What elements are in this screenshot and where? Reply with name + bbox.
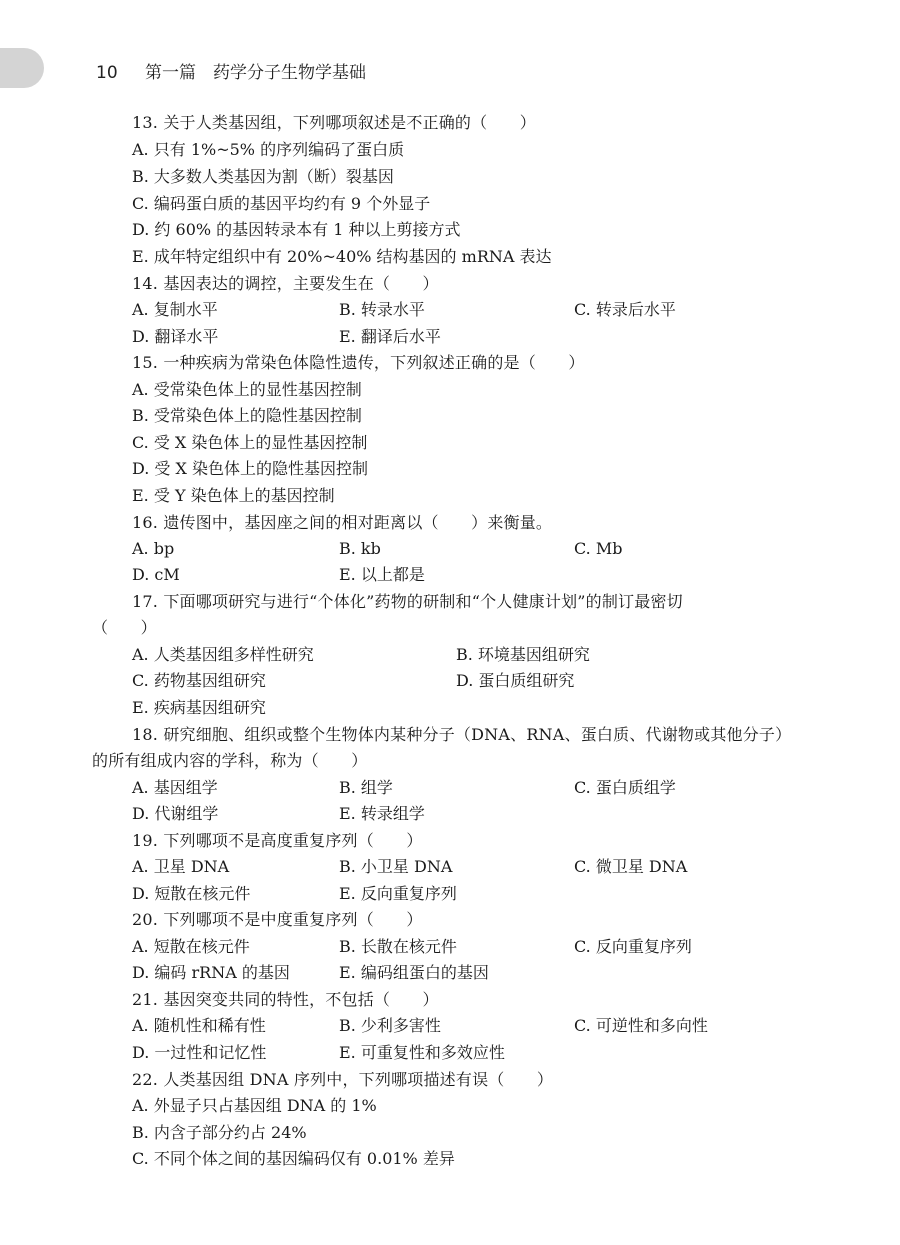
q20-option-a: A. 短散在核元件: [132, 937, 250, 956]
q18-option-d: D. 代谢组学: [132, 804, 219, 823]
q19-option-e: E. 反向重复序列: [339, 884, 457, 903]
running-header: [96, 58, 366, 83]
q16-option-e: E. 以上都是: [339, 565, 425, 584]
question-19-stem: 19. 下列哪项不是高度重复序列（ ）: [132, 831, 423, 850]
q15-option-d: D. 受 X 染色体上的隐性基因控制: [132, 459, 368, 478]
q21-option-e: E. 可重复性和多效应性: [339, 1043, 505, 1062]
q20-option-c: C. 反向重复序列: [574, 937, 692, 956]
q21-option-b: B. 少利多害性: [339, 1016, 441, 1035]
question-15-stem: 15. 一种疾病为常染色体隐性遗传，下列叙述正确的是（ ）: [132, 353, 585, 372]
q22-option-c: C. 不同个体之间的基因编码仅有 0.01% 差异: [132, 1149, 455, 1168]
q13-option-a: A. 只有 1%~5% 的序列编码了蛋白质: [132, 140, 405, 159]
q18-option-c: C. 蛋白质组学: [574, 778, 676, 797]
q15-option-c: C. 受 X 染色体上的显性基因控制: [132, 433, 368, 452]
q13-option-d: D. 约 60% 的基因转录本有 1 种以上剪接方式: [132, 220, 461, 239]
q22-option-a: A. 外显子只占基因组 DNA 的 1%: [132, 1096, 377, 1115]
q15-option-a: A. 受常染色体上的显性基因控制: [132, 380, 362, 399]
q21-option-c: C. 可逆性和多向性: [574, 1016, 708, 1035]
q17-option-d: D. 蛋白质组研究: [456, 671, 575, 690]
question-21-stem: 21. 基因突变共同的特性，不包括（ ）: [132, 990, 439, 1009]
q18-option-b: B. 组学: [339, 778, 393, 797]
section-title: 第一篇 药学分子生物学基础: [145, 63, 367, 83]
question-17-stem: 17. 下面哪项研究与进行“个体化”药物的研制和“个人健康计划”的制订最密切: [132, 592, 683, 611]
q13-option-c: C. 编码蛋白质的基因平均约有 9 个外显子: [132, 194, 431, 213]
question-16-stem: 16. 遗传图中，基因座之间的相对距离以（ ）来衡量。: [132, 513, 553, 532]
q18-option-a: A. 基因组学: [132, 778, 218, 797]
q17-option-c: C. 药物基因组研究: [132, 671, 266, 690]
q13-option-e: E. 成年特定组织中有 20%~40% 结构基因的 mRNA 表达: [132, 247, 552, 266]
q19-option-b: B. 小卫星 DNA: [339, 857, 453, 876]
q17-option-b: B. 环境基因组研究: [456, 645, 590, 664]
q19-option-c: C. 微卫星 DNA: [574, 857, 688, 876]
q22-option-b: B. 内含子部分约占 24%: [132, 1123, 307, 1142]
q21-option-d: D. 一过性和记忆性: [132, 1043, 267, 1062]
q13-option-b: B. 大多数人类基因为割（断）裂基因: [132, 167, 394, 186]
question-22-stem: 22. 人类基因组 DNA 序列中，下列哪项描述有误（ ）: [132, 1070, 554, 1089]
q16-option-b: B. kb: [339, 539, 381, 558]
q19-option-d: D. 短散在核元件: [132, 884, 251, 903]
q16-option-c: C. Mb: [574, 539, 623, 558]
q21-option-a: A. 随机性和稀有性: [132, 1016, 266, 1035]
page-number: 10: [96, 63, 118, 83]
question-13-stem: 13. 关于人类基因组，下列哪项叙述是不正确的（ ）: [132, 113, 536, 132]
q14-option-d: D. 翻译水平: [132, 327, 219, 346]
q18-option-e: E. 转录组学: [339, 804, 425, 823]
q16-option-d: D. cM: [132, 565, 180, 584]
q16-option-a: A. bp: [132, 539, 175, 558]
q14-option-b: B. 转录水平: [339, 300, 425, 319]
q19-option-a: A. 卫星 DNA: [132, 857, 230, 876]
page-edge-tab: [0, 48, 44, 88]
q15-option-b: B. 受常染色体上的隐性基因控制: [132, 406, 362, 425]
q14-option-e: E. 翻译后水平: [339, 327, 441, 346]
question-20-stem: 20. 下列哪项不是中度重复序列（ ）: [132, 910, 423, 929]
q20-option-b: B. 长散在核元件: [339, 937, 457, 956]
question-18-stem: 18. 研究细胞、组织或整个生物体内某种分子（DNA、RNA、蛋白质、代谢物或其他分子）: [132, 725, 792, 744]
q14-option-a: A. 复制水平: [132, 300, 218, 319]
q15-option-e: E. 受 Y 染色体上的基因控制: [132, 486, 335, 505]
question-18-stem-cont: 的所有组成内容的学科，称为（ ）: [92, 751, 368, 770]
q17-option-a: A. 人类基因组多样性研究: [132, 645, 314, 664]
q14-option-c: C. 转录后水平: [574, 300, 676, 319]
question-17-stem-cont: （ ）: [92, 618, 157, 637]
question-14-stem: 14. 基因表达的调控，主要发生在（ ）: [132, 274, 439, 293]
q20-option-e: E. 编码组蛋白的基因: [339, 963, 489, 982]
q20-option-d: D. 编码 rRNA 的基因: [132, 963, 290, 982]
q17-option-e: E. 疾病基因组研究: [132, 698, 266, 717]
